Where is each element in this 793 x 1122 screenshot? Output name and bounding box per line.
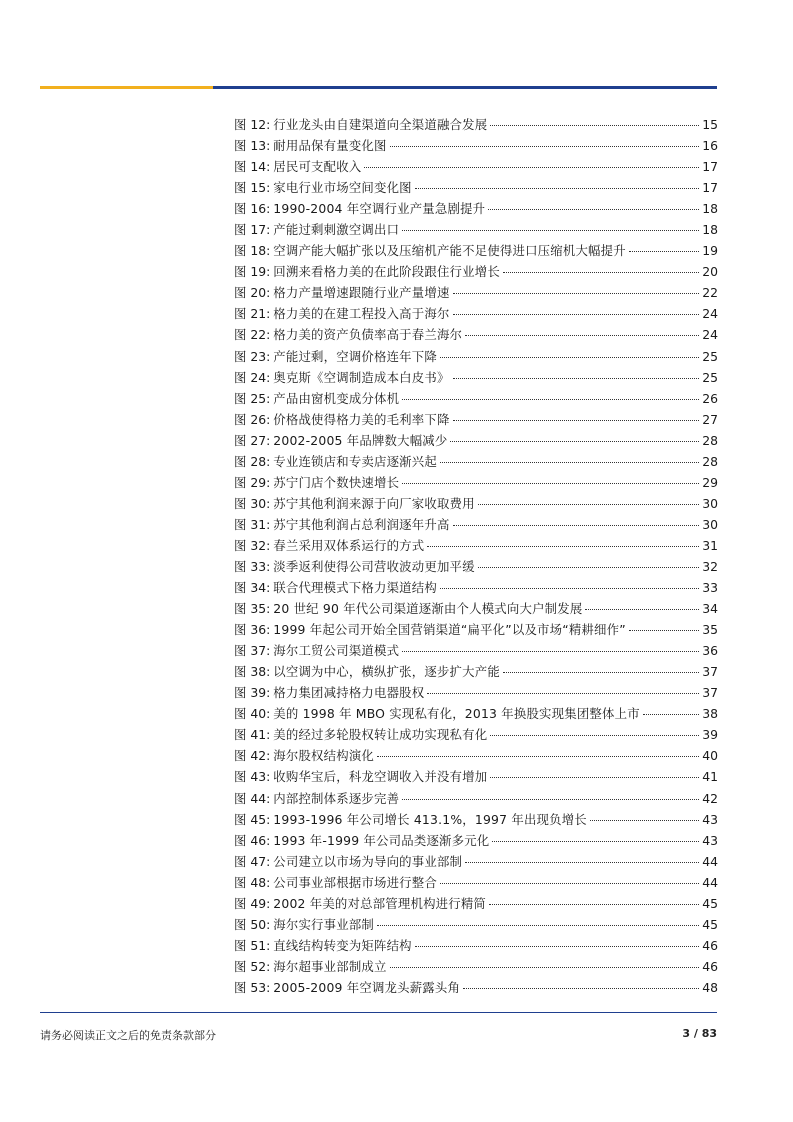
- toc-entry[interactable]: [234, 851, 718, 872]
- toc-leader-dots: [440, 357, 699, 358]
- toc-entry-page: 39: [702, 727, 718, 743]
- toc-entry[interactable]: [234, 219, 718, 240]
- toc-entry-label: 图 37:: [234, 643, 271, 659]
- toc-entry[interactable]: [234, 261, 718, 282]
- toc-entry-label: 图 45:: [234, 811, 271, 827]
- toc-entry[interactable]: [234, 956, 718, 977]
- toc-entry-title: 美的经过多轮股权转让成功实现私有化: [273, 727, 488, 743]
- toc-entry-title: 苏宁其他利润来源于向厂家收取费用: [273, 495, 475, 511]
- toc-entry-page: 45: [702, 895, 718, 911]
- toc-entry-page: 29: [702, 474, 718, 490]
- toc-entry[interactable]: [234, 556, 718, 577]
- toc-entry-label: 图 14:: [234, 159, 271, 175]
- toc-entry-page: 25: [702, 369, 718, 385]
- toc-entry[interactable]: [234, 493, 718, 514]
- toc-entry-title: 1990-2004 年空调行业产量急剧提升: [273, 201, 486, 217]
- header-rule-navy: [213, 86, 717, 89]
- toc-entry-page: 46: [702, 958, 718, 974]
- toc-entry-title: 耐用品保有量变化图: [273, 138, 387, 154]
- toc-entry-page: 37: [702, 664, 718, 680]
- toc-entry-label: 图 21:: [234, 306, 271, 322]
- toc-entry-label: 图 41:: [234, 727, 271, 743]
- toc-leader-dots: [402, 399, 699, 400]
- toc-entry-title: 淡季返利使得公司营收波动更加平缓: [273, 558, 475, 574]
- toc-entry[interactable]: [234, 135, 718, 156]
- toc-entry-title: 格力美的资产负债率高于春兰海尔: [273, 327, 463, 343]
- toc-entry-title: 春兰采用双体系运行的方式: [273, 537, 425, 553]
- toc-entry-label: 图 51:: [234, 937, 271, 953]
- toc-entry-page: 37: [702, 685, 718, 701]
- toc-entry-page: 43: [702, 832, 718, 848]
- toc-entry-label: 图 39:: [234, 685, 271, 701]
- toc-leader-dots: [488, 209, 699, 210]
- toc-leader-dots: [629, 630, 699, 631]
- toc-entry[interactable]: [234, 830, 718, 851]
- toc-entry[interactable]: [234, 156, 718, 177]
- toc-leader-dots: [453, 525, 699, 526]
- toc-entry-page: 20: [702, 264, 718, 280]
- toc-entry-page: 15: [702, 117, 718, 132]
- toc-leader-dots: [402, 230, 699, 231]
- toc-leader-dots: [629, 251, 699, 252]
- toc-entry-title: 公司建立以市场为导向的事业部制: [273, 853, 463, 869]
- toc-entry-label: 图 15:: [234, 180, 271, 196]
- toc-entry-title: 2002 年美的对总部管理机构进行精简: [273, 895, 487, 911]
- toc-entry-label: 图 25:: [234, 390, 271, 406]
- toc-entry-page: 46: [702, 937, 718, 953]
- toc-leader-dots: [489, 904, 699, 905]
- toc-leader-dots: [463, 988, 699, 989]
- footer-rule: [40, 1012, 717, 1013]
- toc-entry-title: 空调产能大幅扩张以及压缩机产能不足使得进口压缩机大幅提升: [273, 243, 626, 259]
- toc-entry-label: 图 29:: [234, 474, 271, 490]
- toc-entry-page: 35: [702, 622, 718, 638]
- toc-entry-label: 图 34:: [234, 580, 271, 596]
- toc-entry-label: 图 17:: [234, 222, 271, 238]
- toc-entry-label: 图 48:: [234, 874, 271, 890]
- toc-leader-dots: [440, 462, 699, 463]
- toc-entry-title: 回溯来看格力美的在此阶段跟住行业增长: [273, 264, 500, 280]
- toc-entry[interactable]: [234, 977, 718, 998]
- toc-entry[interactable]: [234, 388, 718, 409]
- toc-entry[interactable]: [234, 367, 718, 388]
- toc-entry-label: 图 12:: [234, 117, 271, 132]
- toc-entry-label: 图 33:: [234, 558, 271, 574]
- toc-leader-dots: [450, 441, 699, 442]
- toc-entry-title: 格力美的在建工程投入高于海尔: [273, 306, 450, 322]
- toc-entry[interactable]: [234, 619, 718, 640]
- toc-entry[interactable]: [234, 240, 718, 261]
- toc-entry[interactable]: [234, 409, 718, 430]
- toc-entry-label: 图 22:: [234, 327, 271, 343]
- footer-disclaimer: 请务必阅读正文之后的免责条款部分: [40, 1029, 216, 1042]
- toc-entry-title: 美的 1998 年 MBO 实现私有化，2013 年换股实现集团整体上市: [273, 706, 640, 722]
- toc-entry-page: 27: [702, 411, 718, 427]
- toc-entry-page: 30: [702, 495, 718, 511]
- toc-entry-page: 31: [702, 537, 718, 553]
- toc-entry-title: 直线结构转变为矩阵结构: [273, 937, 412, 953]
- toc-entry-page: 18: [702, 201, 718, 217]
- toc-entry-title: 苏宁其他利润占总利润逐年升高: [273, 516, 450, 532]
- toc-entry-title: 海尔超事业部制成立: [273, 958, 387, 974]
- toc-entry[interactable]: [234, 598, 718, 619]
- toc-leader-dots: [503, 672, 699, 673]
- toc-entry[interactable]: [234, 724, 718, 745]
- toc-leader-dots: [490, 125, 699, 126]
- toc-leader-dots: [490, 777, 699, 778]
- toc-entry-title: 行业龙头由自建渠道向全渠道融合发展: [273, 117, 488, 132]
- toc-leader-dots: [453, 378, 699, 379]
- toc-entry-page: 44: [702, 874, 718, 890]
- toc-entry-label: 图 19:: [234, 264, 271, 280]
- toc-leader-dots: [453, 293, 699, 294]
- toc-entry-page: 40: [702, 748, 718, 764]
- toc-leader-dots: [440, 588, 699, 589]
- toc-entry-page: 26: [702, 390, 718, 406]
- toc-entry-title: 收购华宝后，科龙空调收入并没有增加: [273, 769, 488, 785]
- toc-leader-dots: [503, 272, 699, 273]
- toc-entry[interactable]: [234, 661, 718, 682]
- toc-entry[interactable]: [234, 682, 718, 703]
- toc-entry-page: 17: [702, 180, 718, 196]
- toc-entry-label: 图 52:: [234, 958, 271, 974]
- toc-entry-label: 图 27:: [234, 432, 271, 448]
- toc-leader-dots: [390, 967, 699, 968]
- toc-entry-label: 图 16:: [234, 201, 271, 217]
- toc-entry[interactable]: [234, 514, 718, 535]
- toc-entry-page: 43: [702, 811, 718, 827]
- toc-entry-label: 图 26:: [234, 411, 271, 427]
- toc-entry[interactable]: [234, 303, 718, 324]
- toc-entry-label: 图 47:: [234, 853, 271, 869]
- figure-index-list: [234, 114, 718, 998]
- toc-entry-page: 44: [702, 853, 718, 869]
- toc-entry-label: 图 35:: [234, 601, 271, 617]
- toc-leader-dots: [465, 335, 699, 336]
- toc-entry-page: 32: [702, 558, 718, 574]
- toc-entry-title: 格力产量增速跟随行业产量增速: [273, 285, 450, 301]
- toc-entry-title: 2005-2009 年空调龙头薪露头角: [273, 979, 461, 995]
- toc-entry[interactable]: [234, 346, 718, 367]
- toc-entry-title: 联合代理模式下格力渠道结构: [273, 580, 437, 596]
- toc-leader-dots: [643, 714, 699, 715]
- toc-leader-dots: [453, 314, 699, 315]
- toc-entry-title: 格力集团减持格力电器股权: [273, 685, 425, 701]
- toc-entry-title: 苏宁门店个数快速增长: [273, 474, 400, 490]
- toc-entry[interactable]: [234, 766, 718, 787]
- toc-entry-page: 28: [702, 453, 718, 469]
- toc-entry-label: 图 31:: [234, 516, 271, 532]
- toc-entry-title: 2002-2005 年品牌数大幅减少: [273, 432, 448, 448]
- toc-leader-dots: [427, 693, 699, 694]
- toc-entry-label: 图 46:: [234, 832, 271, 848]
- toc-leader-dots: [427, 546, 699, 547]
- toc-entry-page: 41: [702, 769, 718, 785]
- toc-entry[interactable]: [234, 809, 718, 830]
- toc-entry[interactable]: [234, 451, 718, 472]
- toc-entry[interactable]: [234, 472, 718, 493]
- toc-entry-label: 图 43:: [234, 769, 271, 785]
- toc-leader-dots: [377, 756, 699, 757]
- toc-entry-page: 18: [702, 222, 718, 238]
- toc-entry-label: 图 53:: [234, 979, 271, 995]
- toc-entry[interactable]: [234, 535, 718, 556]
- toc-entry-label: 图 44:: [234, 790, 271, 806]
- toc-entry[interactable]: [234, 640, 718, 661]
- toc-entry-title: 公司事业部根据市场进行整合: [273, 874, 437, 890]
- toc-entry-page: 24: [702, 327, 718, 343]
- toc-entry[interactable]: [234, 282, 718, 303]
- toc-entry-label: 图 40:: [234, 706, 271, 722]
- toc-entry-title: 海尔实行事业部制: [273, 916, 375, 932]
- toc-entry[interactable]: [234, 198, 718, 219]
- toc-entry[interactable]: [234, 114, 718, 135]
- toc-entry-title: 以空调为中心，横纵扩张，逐步扩大产能: [273, 664, 500, 680]
- toc-leader-dots: [402, 799, 699, 800]
- toc-entry-title: 奥克斯《空调制造成本白皮书》: [273, 369, 450, 385]
- toc-entry-page: 16: [702, 138, 718, 154]
- toc-leader-dots: [478, 504, 699, 505]
- toc-entry-title: 家电行业市场空间变化图: [273, 180, 412, 196]
- toc-entry-title: 20 世纪 90 年代公司渠道逐渐由个人模式向大户制发展: [273, 601, 583, 617]
- toc-leader-dots: [453, 420, 699, 421]
- toc-entry[interactable]: [234, 745, 718, 766]
- toc-leader-dots: [492, 841, 699, 842]
- toc-entry-label: 图 49:: [234, 895, 271, 911]
- toc-entry-page: 48: [702, 979, 718, 995]
- toc-entry-title: 产能过剩，空调价格连年下降: [273, 348, 437, 364]
- header-rule-gold: [40, 86, 213, 89]
- toc-entry-page: 42: [702, 790, 718, 806]
- toc-entry-title: 居民可支配收入: [273, 159, 362, 175]
- toc-leader-dots: [590, 820, 699, 821]
- toc-entry-label: 图 32:: [234, 537, 271, 553]
- toc-entry-title: 产能过剩刺激空调出口: [273, 222, 400, 238]
- toc-entry-label: 图 30:: [234, 495, 271, 511]
- toc-entry[interactable]: [234, 788, 718, 809]
- toc-leader-dots: [377, 925, 699, 926]
- toc-entry-page: 28: [702, 432, 718, 448]
- toc-entry-page: 22: [702, 285, 718, 301]
- toc-entry-label: 图 36:: [234, 622, 271, 638]
- toc-leader-dots: [415, 188, 699, 189]
- toc-entry[interactable]: [234, 893, 718, 914]
- toc-entry[interactable]: [234, 872, 718, 893]
- toc-entry-title: 1993-1996 年公司增长 413.1%，1997 年出现负增长: [273, 811, 587, 827]
- toc-entry-label: 图 50:: [234, 916, 271, 932]
- toc-entry-title: 1999 年起公司开始全国营销渠道“扁平化”以及市场“精耕细作”: [273, 622, 626, 638]
- footer-page-number: 3 / 83: [682, 1027, 717, 1040]
- toc-entry-label: 图 23:: [234, 348, 271, 364]
- toc-entry-label: 图 20:: [234, 285, 271, 301]
- toc-leader-dots: [402, 651, 699, 652]
- toc-leader-dots: [465, 862, 699, 863]
- toc-entry-label: 图 38:: [234, 664, 271, 680]
- toc-entry[interactable]: [234, 177, 718, 198]
- toc-entry-page: 30: [702, 516, 718, 532]
- toc-entry[interactable]: [234, 577, 718, 598]
- toc-leader-dots: [390, 146, 699, 147]
- toc-entry-label: 图 13:: [234, 138, 271, 154]
- toc-leader-dots: [402, 483, 699, 484]
- toc-entry-page: 45: [702, 916, 718, 932]
- toc-entry-label: 图 28:: [234, 453, 271, 469]
- toc-entry-title: 内部控制体系逐步完善: [273, 790, 400, 806]
- toc-entry-page: 19: [702, 243, 718, 259]
- toc-entry[interactable]: [234, 324, 718, 345]
- toc-leader-dots: [585, 609, 699, 610]
- toc-entry-page: 33: [702, 580, 718, 596]
- toc-entry-label: 图 42:: [234, 748, 271, 764]
- toc-entry-page: 36: [702, 643, 718, 659]
- toc-leader-dots: [415, 946, 699, 947]
- toc-entry[interactable]: [234, 703, 718, 724]
- toc-entry-page: 34: [702, 601, 718, 617]
- toc-entry-page: 17: [702, 159, 718, 175]
- toc-entry[interactable]: [234, 914, 718, 935]
- toc-entry-page: 38: [702, 706, 718, 722]
- toc-leader-dots: [478, 567, 699, 568]
- toc-entry-title: 海尔工贸公司渠道模式: [273, 643, 400, 659]
- toc-entry-title: 专业连锁店和专卖店逐渐兴起: [273, 453, 437, 469]
- toc-entry-page: 25: [702, 348, 718, 364]
- toc-entry[interactable]: [234, 935, 718, 956]
- toc-entry[interactable]: [234, 430, 718, 451]
- toc-entry-title: 海尔股权结构演化: [273, 748, 375, 764]
- toc-entry-label: 图 18:: [234, 243, 271, 259]
- toc-entry-title: 价格战使得格力美的毛利率下降: [273, 411, 450, 427]
- toc-leader-dots: [490, 735, 699, 736]
- toc-leader-dots: [440, 883, 699, 884]
- toc-entry-page: 24: [702, 306, 718, 322]
- toc-entry-title: 产品由窗机变成分体机: [273, 390, 400, 406]
- toc-entry-title: 1993 年-1999 年公司品类逐渐多元化: [273, 832, 490, 848]
- toc-leader-dots: [364, 167, 699, 168]
- toc-entry-label: 图 24:: [234, 369, 271, 385]
